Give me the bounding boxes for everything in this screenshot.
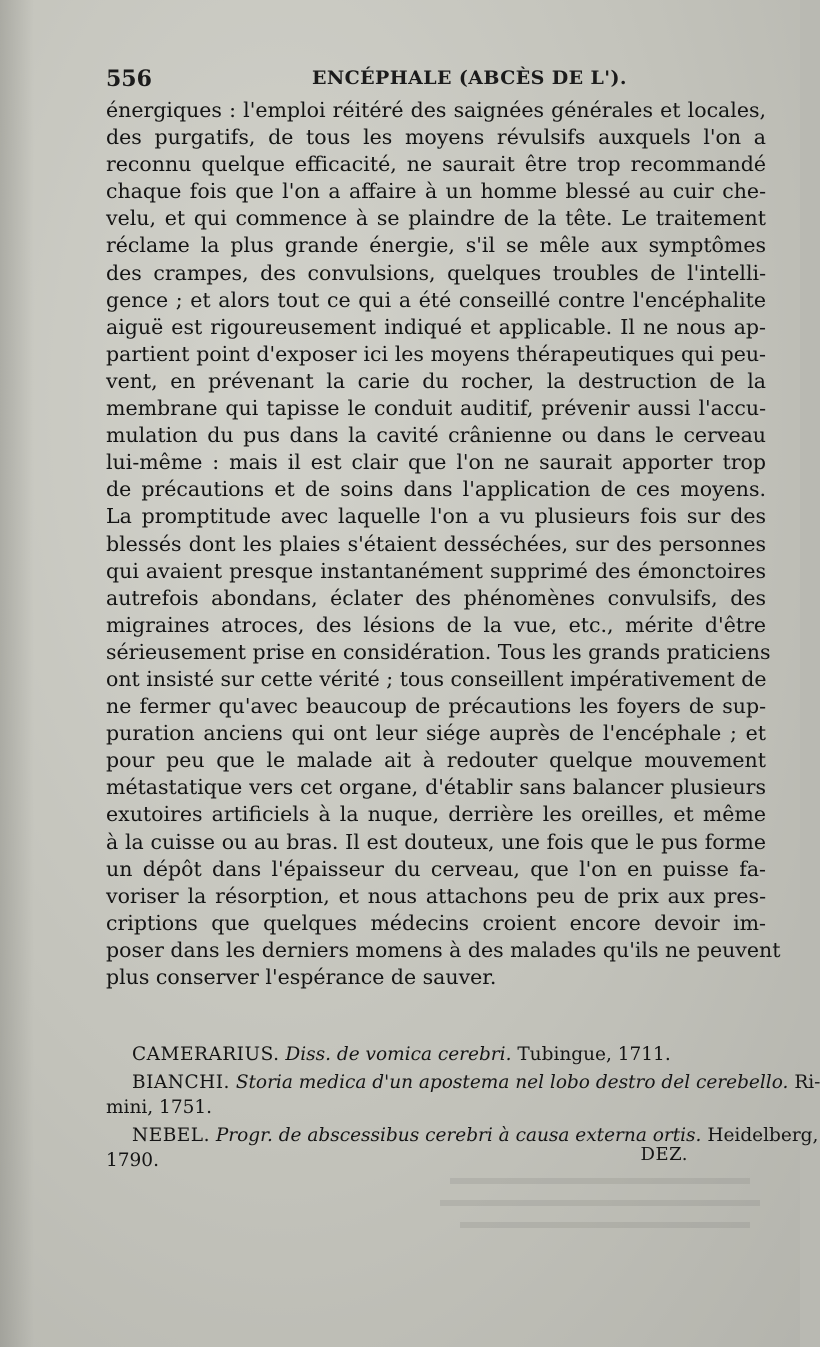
text-line: des purgatifs, de tous les moyens révulsifs auxquels l'on a (106, 125, 766, 150)
page-number: 556 (106, 66, 152, 92)
text-line: puration anciens qui ont leur siége auprès de l'encéphale ; et (106, 721, 766, 746)
text-line: énergiques : l'emploi réitéré des saignées générales et locales, (106, 98, 766, 122)
page-header (106, 66, 766, 94)
bibliography-author: BIANCHI. (132, 1071, 230, 1093)
bibliography-line (106, 1042, 766, 1068)
bibliography-author: NEBEL. (132, 1124, 210, 1146)
page-edge-shadow (0, 0, 34, 1347)
running-head: ENCÉPHALE (ABCÈS DE L'). (312, 67, 627, 89)
text-line: poser dans les derniers momens à des malades qu'ils ne peuvent (106, 937, 781, 962)
bibliography-entry (106, 1042, 766, 1068)
text-line: sérieusement prise en considération. Tous les grands praticiens (106, 639, 771, 664)
text-line: plus conserver l'espérance de sauver. (106, 965, 497, 989)
text-line: chaque fois que l'on a affaire à un homme blessé au cuir che- (106, 179, 766, 204)
text-line: mulation du pus dans la cavité crânienne ou dans le cerveau (106, 423, 766, 448)
text-line: ne fermer qu'avec beaucoup de précautions les foyers de sup- (106, 694, 766, 719)
text-line: qui avaient presque instantanément supprimé des émonctoires (106, 558, 766, 583)
text-line: reconnu quelque efficacité, ne saurait être trop recommandé (106, 152, 766, 177)
text-line: vent, en prévenant la carie du rocher, la destruction de la (106, 368, 766, 393)
text-line: métastatique vers cet organe, d'établir sans balancer plusieurs (106, 775, 766, 800)
text-line: velu, et qui commence à se plaindre de la tête. Le traitement (106, 206, 766, 231)
text-line: exutoires artificiels à la nuque, derrière les oreilles, et même (106, 802, 766, 827)
text-line: partient point d'exposer ici les moyens thérapeutiques qui peu- (106, 341, 766, 366)
text-line: réclame la plus grande énergie, s'il se mêle aux symptômes (106, 233, 766, 258)
text-line: voriser la résorption, et nous attachons peu de prix aux pres- (106, 883, 766, 908)
bibliography-continuation: 1790. (106, 1150, 159, 1171)
text-line: blessés dont les plaies s'étaient desséchées, sur des personnes (106, 531, 766, 556)
bibliography-details: Heidelberg, (707, 1124, 819, 1146)
author-signature: DEZ. (640, 1144, 688, 1165)
text-line: migraines atroces, des lésions de la vue, etc., mérite d'être (106, 612, 766, 637)
bibliography-title: Storia medica d'un apostema nel lobo destro del cerebello. (235, 1071, 789, 1093)
text-line: La promptitude avec laquelle l'on a vu plusieurs fois sur des (106, 504, 766, 529)
bibliography-continuation: mini, 1751. (106, 1097, 213, 1118)
text-line: aiguë est rigoureusement indiqué et applicable. Il ne nous ap- (106, 314, 766, 339)
text-line: lui-même : mais il est clair que l'on ne saurait apporter trop (106, 450, 766, 475)
bibliography-title: Progr. de abscessibus cerebri à causa externa ortis. (215, 1124, 702, 1146)
text-line: criptions que quelques médecins croient encore devoir im- (106, 910, 766, 935)
bibliography-details: Tubingue, 1711. (517, 1044, 671, 1065)
bibliography-details: Ri- (794, 1071, 820, 1093)
bibliography-entry (106, 1070, 820, 1121)
text-line: gence ; et alors tout ce qui a été conseillé contre l'encéphalite (106, 287, 766, 312)
text-line: pour peu que le malade ait à redouter quelque mouvement (106, 748, 766, 773)
text-line: autrefois abondans, éclater des phénomènes convulsifs, des (106, 585, 766, 610)
body-paragraph (106, 97, 781, 991)
bibliography-line (106, 1070, 820, 1096)
text-line: membrane qui tapisse le conduit auditif, prévenir aussi l'accu- (106, 396, 766, 421)
text-line: un dépôt dans l'épaisseur du cerveau, que l'on en puisse fa- (106, 856, 766, 881)
show-through-texture (440, 1170, 770, 1240)
bibliography-author: CAMERARIUS. (132, 1044, 280, 1065)
bibliography-title: Diss. de vomica cerebri. (285, 1044, 512, 1065)
text-line: des crampes, des convulsions, quelques troubles de l'intelli- (106, 260, 766, 285)
text-line: de précautions et de soins dans l'application de ces moyens. (106, 477, 766, 502)
text-line: à la cuisse ou au bras. Il est douteux, une fois que le pus forme (106, 829, 766, 854)
text-line: ont insisté sur cette vérité ; tous conseillent impérativement de (106, 666, 767, 691)
